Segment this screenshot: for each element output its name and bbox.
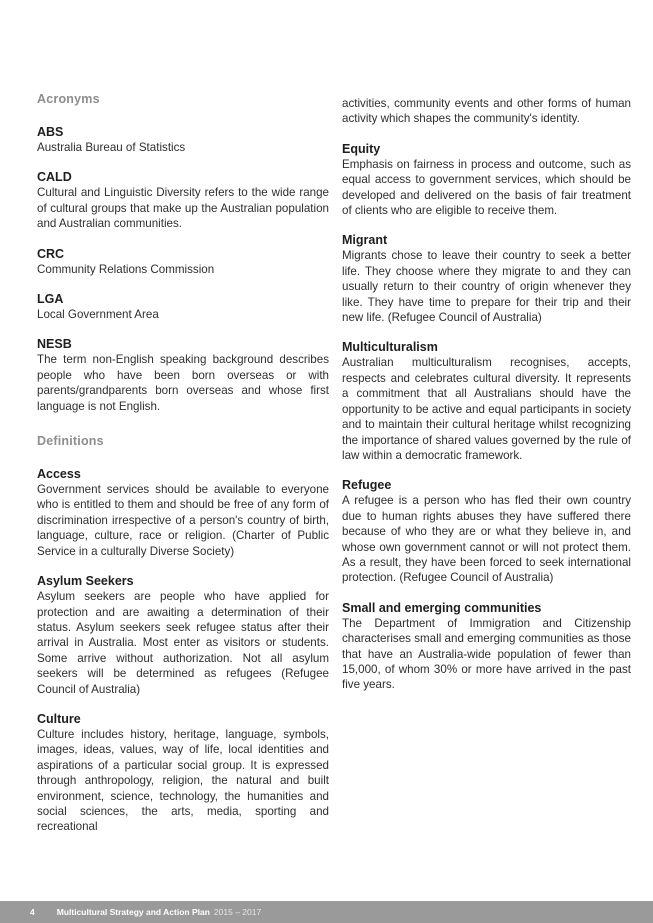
page-footer <box>0 901 653 923</box>
definitions-heading: Definitions <box>37 434 104 449</box>
acronym-definition: Cultural and Linguistic Diversity refers to the wide range of cultural groups that make up the Australian population and Australian communities. <box>37 186 329 231</box>
footer-title: Multicultural Strategy and Action Plan <box>56 907 210 917</box>
acronym-definition: Community Relations Commission <box>37 262 215 276</box>
acronym-entry <box>37 246 329 277</box>
right-column <box>342 96 631 707</box>
acronym-term: NESB <box>37 337 72 352</box>
definition-entry <box>342 339 631 463</box>
definition-term: Asylum Seekers <box>37 574 134 589</box>
definition-entry <box>342 141 631 219</box>
definition-entry <box>342 600 631 693</box>
definition-term: Multiculturalism <box>342 340 438 355</box>
definition-term: Refugee <box>342 478 392 493</box>
acronyms-heading: Acronyms <box>37 92 100 106</box>
definition-text: Emphasis on fairness in process and outcome, such as equal access to government services, which should be developed and delivered on the basis of fair treatment of clients who are eligible to receive them. <box>342 157 631 218</box>
definition-text: Culture includes history, heritage, language, symbols, images, ideas, values, way of life, local identities and aspirations of a particular social group. It is expressed through anthropology, religion, the natural and built environment, science, technology, the humanities and social sciences, the arts, media, sporting and recreational <box>37 727 329 834</box>
acronym-term: ABS <box>37 125 64 139</box>
continued-definition-text: activities, community events and other forms of human activity which shapes the community's identity. <box>342 97 631 126</box>
definition-text: Migrants chose to leave their country to seek a better life. They choose where they migrate to and they can usually return to their country of origin whenever they like. They have time to prepare for their trip and their new life. (Refugee Council of Australia) <box>342 249 631 325</box>
acronym-entry <box>37 291 329 322</box>
definition-text: A refugee is a person who has fled their own country due to human rights abuses they have suffered there because of who they are or what they believe in, and whose own government cannot or will not protect them. As a result, they have been forced to seek international protection. (Refugee Council of Australia) <box>342 494 631 585</box>
left-column <box>37 92 329 849</box>
acronym-term: CRC <box>37 246 65 261</box>
acronym-entry <box>37 124 329 155</box>
definition-term: Small and emerging communities <box>342 600 542 615</box>
definition-term: Equity <box>342 141 381 156</box>
definition-text: The Department of Immigration and Citizenship characterises small and emerging communities as those that have an Australia-wide population of fewer than 15,000, of whom 30% or more have arrived in the past five years. <box>342 616 631 692</box>
acronym-definition: Australia Bureau of Statistics <box>37 141 186 154</box>
acronym-definition: Local Government Area <box>37 308 159 322</box>
definition-entry <box>342 232 631 325</box>
acronym-term: CALD <box>37 170 72 185</box>
definition-entry <box>342 477 631 585</box>
acronym-entry <box>37 169 329 231</box>
definition-text: Government services should be available to everyone who is entitled to them and should be free of any form of discrimination irrespective of a person's country of birth, language, culture, race or religion. (Charter of Public Service in a culturally Diverse Society) <box>37 483 329 558</box>
definition-text: Asylum seekers are people who have applied for protection and are awaiting a determination of their status. Asylum seekers seek refugee status after their arrival in Australia. Most enter as visitors or students. Some arrive without authorization. Not all asylum seekers will be determined as refugees (Refugee Council of Australia) <box>37 590 329 696</box>
definition-term: Access <box>37 467 81 482</box>
page-number: 4 <box>30 907 35 917</box>
acronym-entry <box>37 336 329 414</box>
definition-text: Australian multiculturalism recognises, accepts, respects and celebrates cultural diversity. It represents a commitment that all Australians should have the opportunity to be active and equal participants in society and to maintain their cultural heritage whilst recognizing the importance of shared values governed by the rule of law within a democratic framework. <box>342 356 631 462</box>
definition-term: Culture <box>37 711 81 726</box>
definition-entry <box>37 711 329 835</box>
definition-entry <box>37 573 329 697</box>
footer-years: 2015 – 2017 <box>213 907 262 917</box>
definition-entry <box>37 466 329 559</box>
acronym-term: LGA <box>37 292 64 307</box>
acronym-definition: The term non-English speaking background describes people who have been born overseas or with parents/grandparents born overseas and whose first language is not English. <box>37 353 329 413</box>
definition-term: Migrant <box>342 233 388 248</box>
